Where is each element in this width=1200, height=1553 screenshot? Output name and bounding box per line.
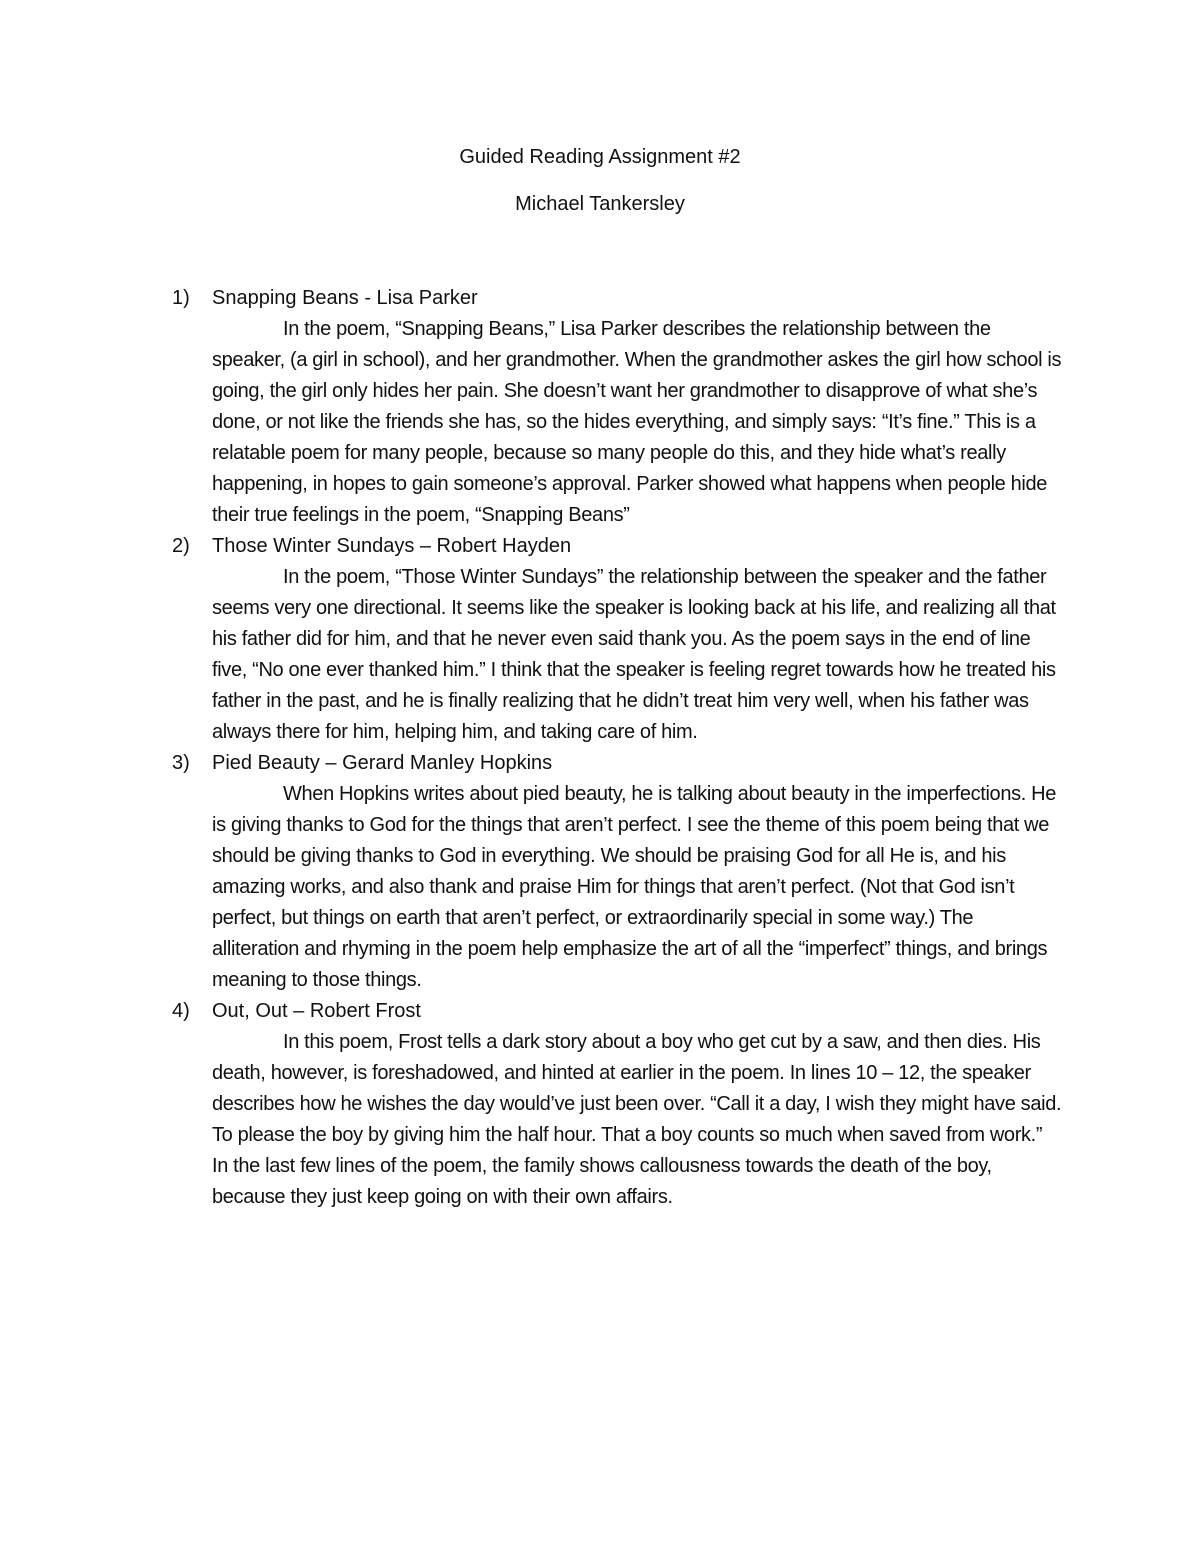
entry-heading: Pied Beauty – Gerard Manley Hopkins (212, 752, 553, 774)
entry-heading: Those Winter Sundays – Robert Hayden (212, 535, 572, 557)
entry-number: 2) (172, 535, 190, 557)
entry-heading: Snapping Beans - Lisa Parker (212, 287, 478, 309)
list-item (162, 996, 1062, 1213)
entry-list (162, 283, 1062, 1213)
list-item (162, 531, 1062, 748)
entry-number: 1) (172, 287, 190, 309)
document-title: Guided Reading Assignment #2 (459, 146, 741, 168)
entry-number: 3) (172, 752, 190, 774)
entry-body: In the poem, “Those Winter Sundays” the relationship between the speaker and the father seems very one directional. It seems like the speaker is looking back at his life, and realizing all that his father did for him, and that he never even said thank you. As the poem says in the end of line five, “No one ever thanked him.” I think that the speaker is feeling regret towards how he treated his father in the past, and he is finally realizing that he didn’t treat him very well, when his father was always there for him, helping him, and taking care of him. (212, 566, 1056, 743)
document-author: Michael Tankersley (515, 193, 685, 215)
list-item (162, 748, 1062, 996)
entry-body: In the poem, “Snapping Beans,” Lisa Parker describes the relationship between the speaker, (a girl in school), and her grandmother. When the grandmother askes the girl how school is going, the girl only hides her pain. She doesn’t want her grandmother to disapprove of what she’s done, or not like the friends she has, so the hides everything, and simply says: “It’s fine.” This is a relatable poem for many people, because so many people do this, and they hide what’s really happening, in hopes to gain someone’s approval. Parker showed what happens when people hide their true feelings in the poem, “Snapping Beans” (212, 318, 1062, 526)
entry-body: When Hopkins writes about pied beauty, he is talking about beauty in the imperfections. He is giving thanks to God for the things that aren’t perfect. I see the theme of this poem being that we should be giving thanks to God in everything. We should be praising God for all He is, and his amazing works, and also thank and praise Him for things that aren’t perfect. (Not that God isn’t perfect, but things on earth that aren’t perfect, or extraordinarily special in some way.) The alliteration and rhyming in the poem help emphasize the art of all the “imperfect” things, and brings meaning to those things. (212, 783, 1057, 991)
entry-number: 4) (172, 1000, 190, 1022)
entry-heading: Out, Out – Robert Frost (212, 1000, 421, 1022)
entry-body: In this poem, Frost tells a dark story about a boy who get cut by a saw, and then dies. His death, however, is foreshadowed, and hinted at earlier in the poem. In lines 10 – 12, the speaker describes how he wishes the day would’ve just been over. “Call it a day, I wish they might have said. To please the boy by giving him the half hour. That a boy counts so much when saved from work.” In the last few lines of the poem, the family shows callousness towards the death of the boy, because they just keep going on with their own affairs. (212, 1031, 1062, 1208)
list-item (162, 283, 1062, 531)
